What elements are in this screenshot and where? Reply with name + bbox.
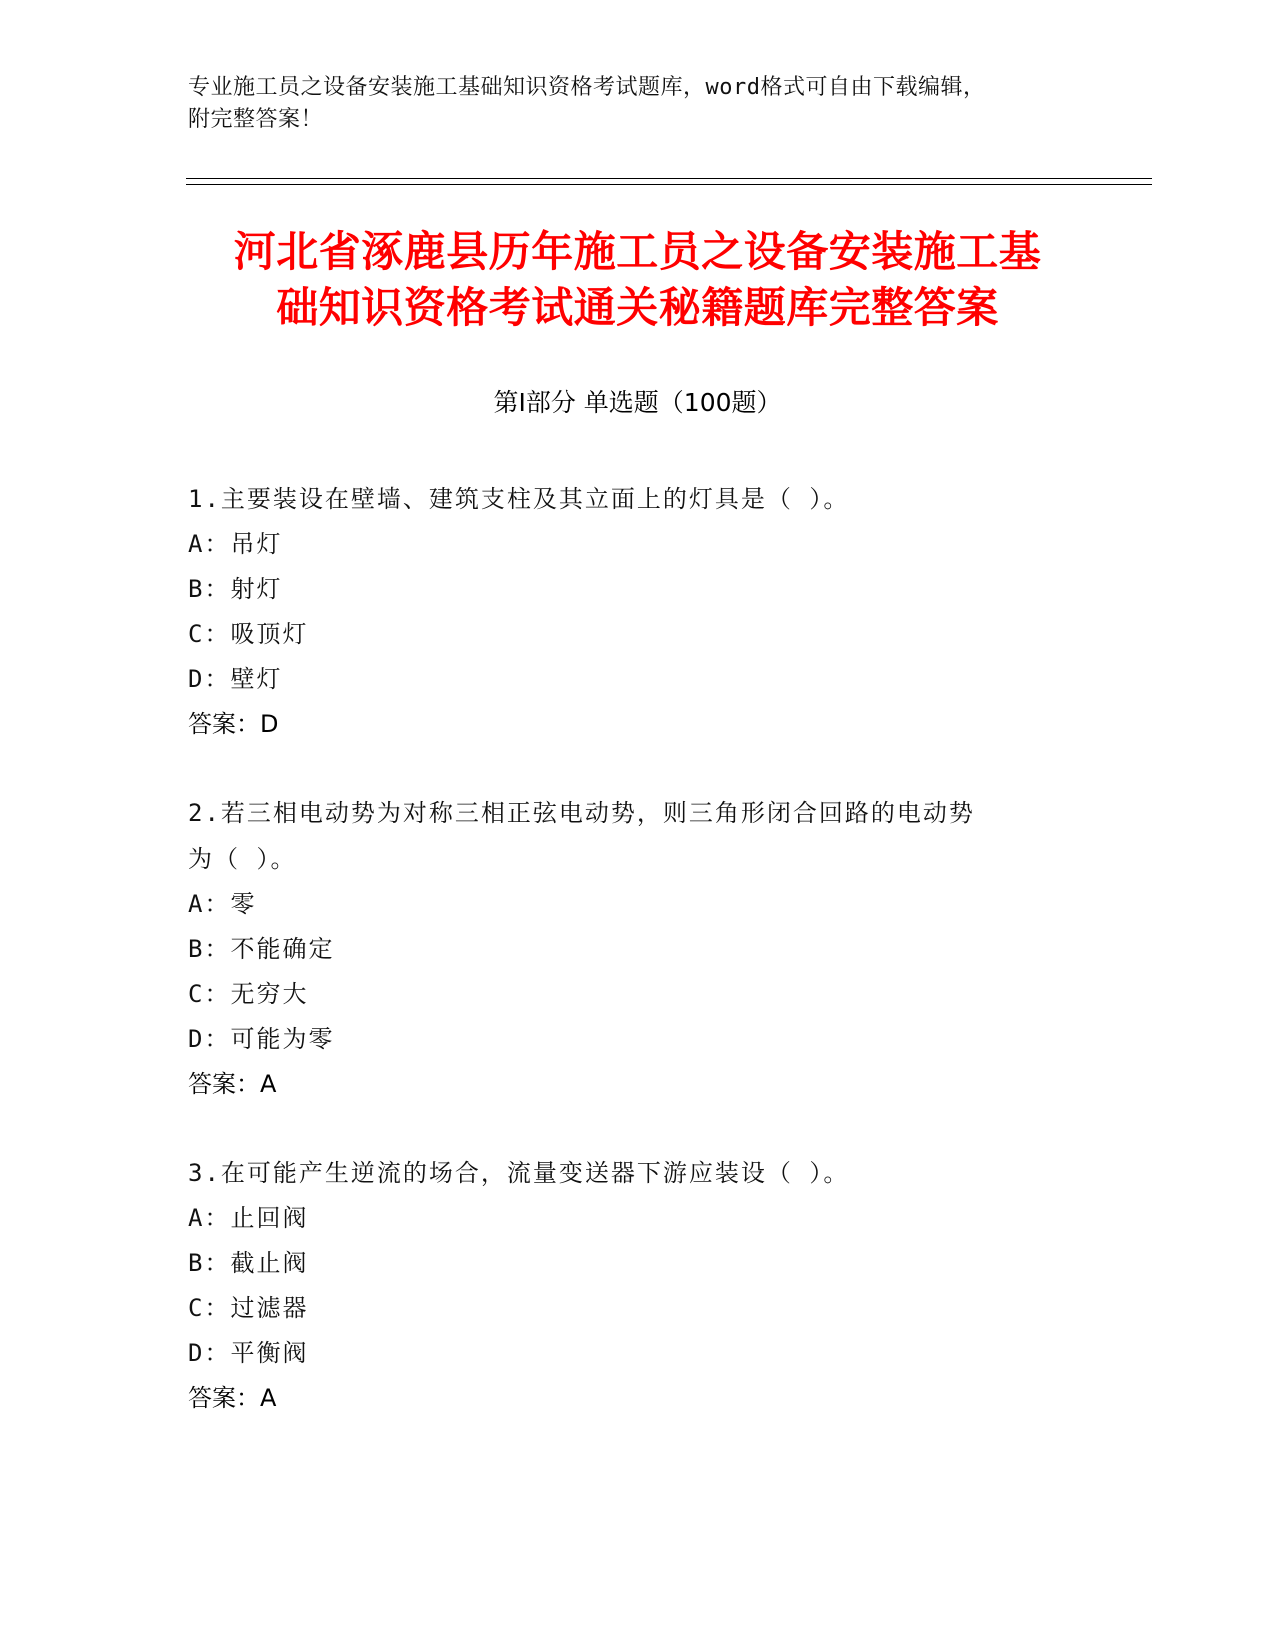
option-c: C：无穷大 — [188, 980, 309, 1008]
option-b: B：截止阀 — [188, 1249, 309, 1277]
option-a: A：吊灯 — [188, 530, 283, 558]
header-note-line-2: 附完整答案！ — [188, 107, 324, 132]
question-stem: 2.若三相电动势为对称三相正弦电动势，则三角形闭合回路的电动势 — [188, 799, 975, 827]
option-a: A：零 — [188, 890, 257, 918]
section-heading: 第Ⅰ部分 单选题（100题） — [493, 388, 782, 417]
header-note-line-1: 专业施工员之设备安装施工基础知识资格考试题库，word格式可自由下载编辑， — [188, 75, 986, 100]
question-1 — [188, 476, 1068, 747]
document-title — [140, 224, 1135, 336]
answer: 答案：D — [188, 710, 279, 738]
document-title-line-1: 河北省涿鹿县历年施工员之设备安装施工基 — [233, 227, 1042, 276]
answer: 答案：A — [188, 1384, 277, 1412]
question-3 — [188, 1150, 1068, 1421]
option-c: C：吸顶灯 — [188, 620, 309, 648]
option-a: A：止回阀 — [188, 1204, 309, 1232]
option-d: D：可能为零 — [188, 1025, 335, 1053]
question-stem: 1.主要装设在壁墙、建筑支柱及其立面上的灯具是（ ）。 — [188, 485, 850, 513]
question-2 — [188, 790, 1068, 1107]
header-divider-bottom — [186, 184, 1152, 185]
header-note — [188, 72, 1068, 136]
option-b: B：不能确定 — [188, 935, 335, 963]
answer: 答案：A — [188, 1070, 277, 1098]
option-d: D：壁灯 — [188, 665, 283, 693]
option-d: D：平衡阀 — [188, 1339, 309, 1367]
question-stem: 3.在可能产生逆流的场合，流量变送器下游应装设（ ）。 — [188, 1159, 850, 1187]
question-stem-continued: 为（ ）。 — [188, 845, 297, 873]
document-title-line-2: 础知识资格考试通关秘籍题库完整答案 — [276, 283, 999, 332]
option-c: C：过滤器 — [188, 1294, 309, 1322]
question-list — [188, 476, 1068, 1464]
header-divider-top — [186, 178, 1152, 179]
option-b: B：射灯 — [188, 575, 283, 603]
